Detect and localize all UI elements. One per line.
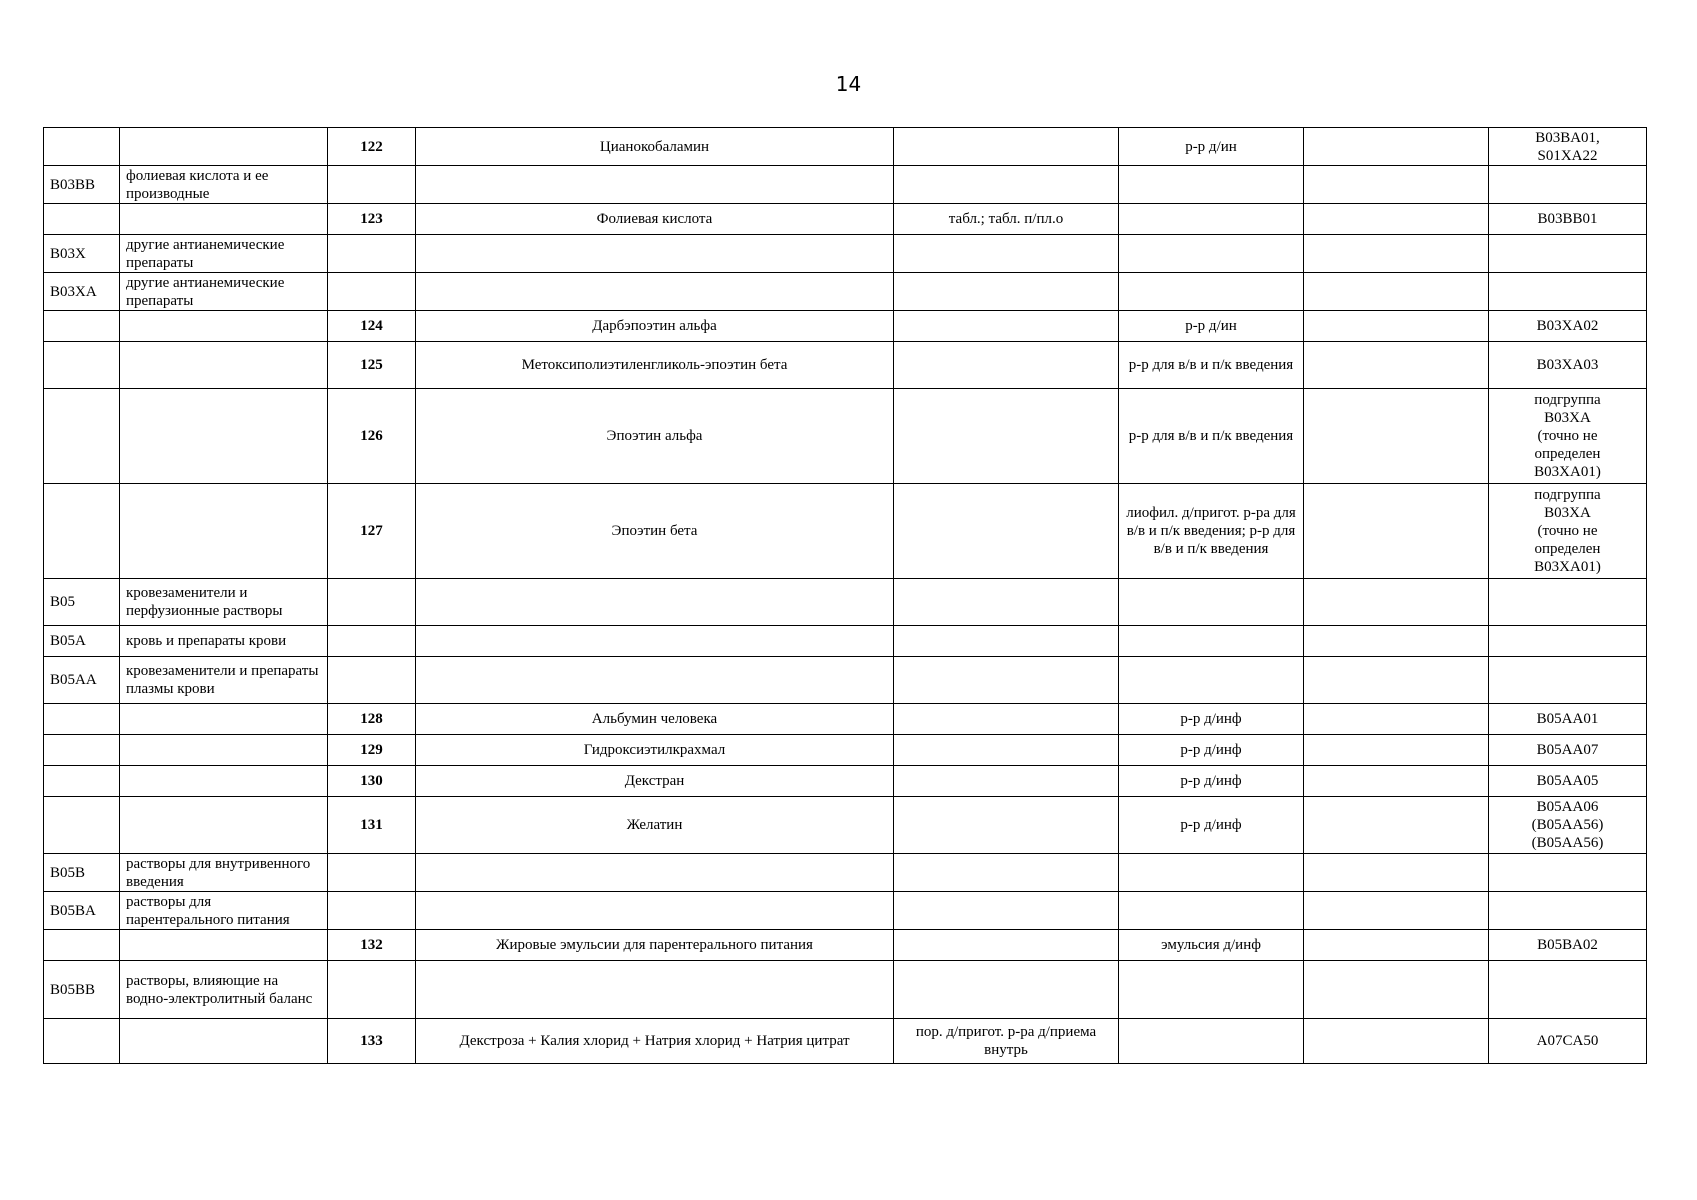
dosage-form-primary-cell: [894, 273, 1119, 311]
group-code-cell: B05: [44, 579, 120, 626]
group-name-cell: [120, 342, 328, 389]
atc-code-line: B03BB01: [1537, 211, 1598, 227]
group-name-cell: [120, 204, 328, 235]
atc-code-cell: [1489, 389, 1647, 484]
drug-name-cell: Дарбэпоэтин альфа: [416, 311, 894, 342]
drug-name-cell: [416, 166, 894, 204]
dosage-form-secondary-cell: лиофил. д/пригот. р-ра для в/в и п/к введения; р-р для в/в и п/к введения: [1119, 484, 1304, 579]
atc-code-cell: [1489, 579, 1647, 626]
drug-name-cell: Эпоэтин альфа: [416, 389, 894, 484]
extra-column-cell: [1304, 766, 1489, 797]
atc-code-cell: [1489, 166, 1647, 204]
group-code-cell: [44, 797, 120, 854]
item-number-cell: 124: [328, 311, 416, 342]
atc-code-cell: [1489, 930, 1647, 961]
drug-name-cell: [416, 579, 894, 626]
group-name-cell: кровезаменители и препараты плазмы крови: [120, 657, 328, 704]
atc-code-line: B03XA01): [1534, 559, 1601, 575]
dosage-form-primary-cell: [894, 930, 1119, 961]
group-code-cell: B05BB: [44, 961, 120, 1019]
atc-code-line: определен: [1534, 541, 1601, 557]
dosage-form-primary-cell: [894, 735, 1119, 766]
atc-code-cell: [1489, 273, 1647, 311]
atc-code-cell: [1489, 484, 1647, 579]
dosage-form-secondary-cell: [1119, 273, 1304, 311]
drug-name-cell: [416, 626, 894, 657]
group-name-cell: кровезаменители и перфузионные растворы: [120, 579, 328, 626]
dosage-form-primary-cell: [894, 626, 1119, 657]
dosage-form-secondary-cell: [1119, 235, 1304, 273]
dosage-form-secondary-cell: р-р для в/в и п/к введения: [1119, 389, 1304, 484]
atc-code-cell: [1489, 854, 1647, 892]
dosage-form-primary-cell: [894, 766, 1119, 797]
extra-column-cell: [1304, 342, 1489, 389]
table-row: [44, 892, 1647, 930]
atc-code-cell: [1489, 128, 1647, 166]
atc-code-line: B03XA: [1544, 505, 1591, 521]
dosage-form-secondary-cell: р-р д/инф: [1119, 766, 1304, 797]
extra-column-cell: [1304, 166, 1489, 204]
group-code-cell: [44, 766, 120, 797]
atc-code-line: подгруппа: [1534, 392, 1601, 408]
group-code-cell: B05A: [44, 626, 120, 657]
group-name-cell: [120, 704, 328, 735]
group-code-cell: [44, 704, 120, 735]
drug-name-cell: Декстран: [416, 766, 894, 797]
drug-name-cell: Альбумин человека: [416, 704, 894, 735]
atc-code-cell: [1489, 311, 1647, 342]
drug-name-cell: Цианокобаламин: [416, 128, 894, 166]
dosage-form-secondary-cell: [1119, 579, 1304, 626]
atc-code-cell: [1489, 204, 1647, 235]
item-number-cell: 127: [328, 484, 416, 579]
atc-code-line: (B05AA56): [1531, 817, 1604, 833]
drug-name-cell: Эпоэтин бета: [416, 484, 894, 579]
group-name-cell: другие антианемические препараты: [120, 235, 328, 273]
atc-code-line: B03BA01,: [1535, 129, 1600, 146]
dosage-form-secondary-cell: р-р д/ин: [1119, 128, 1304, 166]
table-row: [44, 166, 1647, 204]
atc-code-line: (B05AA56): [1531, 835, 1604, 851]
group-code-cell: B05BA: [44, 892, 120, 930]
atc-code-cell: [1489, 657, 1647, 704]
atc-code-line: B03XA02: [1536, 318, 1599, 334]
group-name-cell: другие антианемические препараты: [120, 273, 328, 311]
dosage-form-secondary-cell: [1119, 204, 1304, 235]
group-name-cell: [120, 484, 328, 579]
extra-column-cell: [1304, 128, 1489, 166]
group-code-cell: [44, 930, 120, 961]
table-row: [44, 766, 1647, 797]
atc-code-cell: [1489, 892, 1647, 930]
dosage-form-primary-cell: [894, 892, 1119, 930]
table-row: [44, 389, 1647, 484]
group-code-cell: B03X: [44, 235, 120, 273]
dosage-form-primary-cell: [894, 961, 1119, 1019]
drug-name-cell: Желатин: [416, 797, 894, 854]
extra-column-cell: [1304, 704, 1489, 735]
atc-code-cell: [1489, 626, 1647, 657]
extra-column-cell: [1304, 735, 1489, 766]
extra-column-cell: [1304, 797, 1489, 854]
table-row: [44, 797, 1647, 854]
item-number-cell: 126: [328, 389, 416, 484]
drug-name-cell: Декстроза + Калия хлорид + Натрия хлорид + Натрия цитрат: [416, 1019, 894, 1064]
table-body: [44, 128, 1647, 1064]
group-code-cell: B05AA: [44, 657, 120, 704]
dosage-form-secondary-cell: [1119, 657, 1304, 704]
dosage-form-primary-cell: [894, 235, 1119, 273]
drug-name-cell: Фолиевая кислота: [416, 204, 894, 235]
extra-column-cell: [1304, 273, 1489, 311]
dosage-form-secondary-cell: р-р для в/в и п/к введения: [1119, 342, 1304, 389]
table-row: [44, 626, 1647, 657]
extra-column-cell: [1304, 626, 1489, 657]
atc-code-line: (точно не: [1537, 523, 1598, 539]
item-number-cell: 122: [328, 128, 416, 166]
extra-column-cell: [1304, 484, 1489, 579]
extra-column-cell: [1304, 1019, 1489, 1064]
group-name-cell: [120, 311, 328, 342]
dosage-form-primary-cell: пор. д/пригот. р-ра д/приема внутрь: [894, 1019, 1119, 1064]
group-code-cell: [44, 128, 120, 166]
atc-code-cell: [1489, 961, 1647, 1019]
dosage-form-secondary-cell: р-р д/ин: [1119, 311, 1304, 342]
group-name-cell: растворы, влияющие на водно-электролитный баланс: [120, 961, 328, 1019]
atc-code-line: B03XA: [1544, 410, 1591, 426]
dosage-form-secondary-cell: р-р д/инф: [1119, 735, 1304, 766]
dosage-form-secondary-cell: р-р д/инф: [1119, 704, 1304, 735]
item-number-cell: 125: [328, 342, 416, 389]
group-name-cell: [120, 735, 328, 766]
atc-code-line: B03XA01): [1534, 464, 1601, 480]
drug-name-cell: Метоксиполиэтиленгликоль-эпоэтин бета: [416, 342, 894, 389]
item-number-cell: 123: [328, 204, 416, 235]
item-number-cell: 129: [328, 735, 416, 766]
atc-code-line: подгруппа: [1534, 487, 1601, 503]
item-number-cell: 133: [328, 1019, 416, 1064]
atc-code-line: B05AA06: [1536, 799, 1599, 815]
atc-code-cell: [1489, 235, 1647, 273]
extra-column-cell: [1304, 235, 1489, 273]
table-row: [44, 735, 1647, 766]
extra-column-cell: [1304, 311, 1489, 342]
item-number-cell: 131: [328, 797, 416, 854]
group-code-cell: [44, 342, 120, 389]
group-name-cell: [120, 389, 328, 484]
item-number-cell: [328, 166, 416, 204]
item-number-cell: [328, 961, 416, 1019]
extra-column-cell: [1304, 389, 1489, 484]
group-name-cell: [120, 128, 328, 166]
extra-column-cell: [1304, 892, 1489, 930]
dosage-form-secondary-cell: эмульсия д/инф: [1119, 930, 1304, 961]
table-row: [44, 854, 1647, 892]
drug-name-cell: [416, 961, 894, 1019]
drug-name-cell: [416, 235, 894, 273]
group-name-cell: [120, 766, 328, 797]
extra-column-cell: [1304, 204, 1489, 235]
table-row: [44, 484, 1647, 579]
dosage-form-primary-cell: [894, 311, 1119, 342]
atc-code-line: B05AA05: [1536, 773, 1599, 789]
table-row: [44, 930, 1647, 961]
item-number-cell: 128: [328, 704, 416, 735]
atc-code-line: B05AA07: [1536, 742, 1599, 758]
group-code-cell: [44, 389, 120, 484]
atc-code-cell: [1489, 1019, 1647, 1064]
atc-code-cell: [1489, 766, 1647, 797]
dosage-form-secondary-cell: [1119, 626, 1304, 657]
group-name-cell: растворы для внутривенного введения: [120, 854, 328, 892]
dosage-form-primary-cell: [894, 579, 1119, 626]
dosage-form-secondary-cell: [1119, 892, 1304, 930]
dosage-form-secondary-cell: р-р д/инф: [1119, 797, 1304, 854]
drug-name-cell: [416, 657, 894, 704]
dosage-form-primary-cell: [894, 854, 1119, 892]
group-name-cell: [120, 1019, 328, 1064]
drug-name-cell: Гидроксиэтилкрахмал: [416, 735, 894, 766]
extra-column-cell: [1304, 854, 1489, 892]
drug-name-cell: [416, 892, 894, 930]
group-code-cell: B05B: [44, 854, 120, 892]
item-number-cell: [328, 579, 416, 626]
table-row: [44, 311, 1647, 342]
dosage-form-primary-cell: [894, 128, 1119, 166]
group-code-cell: B03XA: [44, 273, 120, 311]
table-row: [44, 204, 1647, 235]
dosage-form-primary-cell: [894, 484, 1119, 579]
table-row: [44, 1019, 1647, 1064]
item-number-cell: [328, 235, 416, 273]
drug-name-cell: [416, 273, 894, 311]
group-code-cell: [44, 204, 120, 235]
group-code-cell: [44, 735, 120, 766]
dosage-form-primary-cell: [894, 166, 1119, 204]
group-name-cell: растворы для парентерального питания: [120, 892, 328, 930]
dosage-form-primary-cell: [894, 389, 1119, 484]
dosage-form-secondary-cell: [1119, 166, 1304, 204]
group-name-cell: кровь и препараты крови: [120, 626, 328, 657]
drug-name-cell: Жировые эмульсии для парентерального питания: [416, 930, 894, 961]
group-name-cell: [120, 930, 328, 961]
group-name-cell: [120, 797, 328, 854]
item-number-cell: [328, 854, 416, 892]
item-number-cell: [328, 626, 416, 657]
table-row: [44, 704, 1647, 735]
atc-code-cell: [1489, 735, 1647, 766]
atc-code-line: B03XA03: [1536, 357, 1599, 373]
group-name-cell: фолиевая кислота и ее производные: [120, 166, 328, 204]
extra-column-cell: [1304, 930, 1489, 961]
extra-column-cell: [1304, 579, 1489, 626]
dosage-form-primary-cell: [894, 657, 1119, 704]
item-number-cell: [328, 892, 416, 930]
dosage-form-primary-cell: [894, 704, 1119, 735]
table-row: [44, 128, 1647, 166]
item-number-cell: [328, 657, 416, 704]
item-number-cell: 130: [328, 766, 416, 797]
table-row: [44, 657, 1647, 704]
table-row: [44, 342, 1647, 389]
table-row: [44, 273, 1647, 311]
extra-column-cell: [1304, 657, 1489, 704]
atc-code-line: S01XA22: [1537, 147, 1598, 164]
drug-list-table: [43, 127, 1647, 1064]
atc-code-line: определен: [1534, 446, 1601, 462]
extra-column-cell: [1304, 961, 1489, 1019]
atc-code-line: A07CA50: [1536, 1033, 1599, 1049]
atc-code-cell: [1489, 342, 1647, 389]
dosage-form-secondary-cell: [1119, 1019, 1304, 1064]
group-code-cell: [44, 1019, 120, 1064]
item-number-cell: [328, 273, 416, 311]
table-row: [44, 961, 1647, 1019]
dosage-form-secondary-cell: [1119, 961, 1304, 1019]
atc-code-line: (точно не: [1537, 428, 1598, 444]
table-row: [44, 579, 1647, 626]
group-code-cell: B03BB: [44, 166, 120, 204]
atc-code-cell: [1489, 797, 1647, 854]
atc-code-line: B05AA01: [1536, 711, 1599, 727]
item-number-cell: 132: [328, 930, 416, 961]
page-number: 14: [835, 72, 862, 96]
atc-code-line: B05BA02: [1537, 937, 1598, 953]
group-code-cell: [44, 311, 120, 342]
group-code-cell: [44, 484, 120, 579]
table-row: [44, 235, 1647, 273]
dosage-form-primary-cell: табл.; табл. п/пл.о: [894, 204, 1119, 235]
atc-code-cell: [1489, 704, 1647, 735]
dosage-form-primary-cell: [894, 342, 1119, 389]
dosage-form-secondary-cell: [1119, 854, 1304, 892]
dosage-form-primary-cell: [894, 797, 1119, 854]
drug-name-cell: [416, 854, 894, 892]
